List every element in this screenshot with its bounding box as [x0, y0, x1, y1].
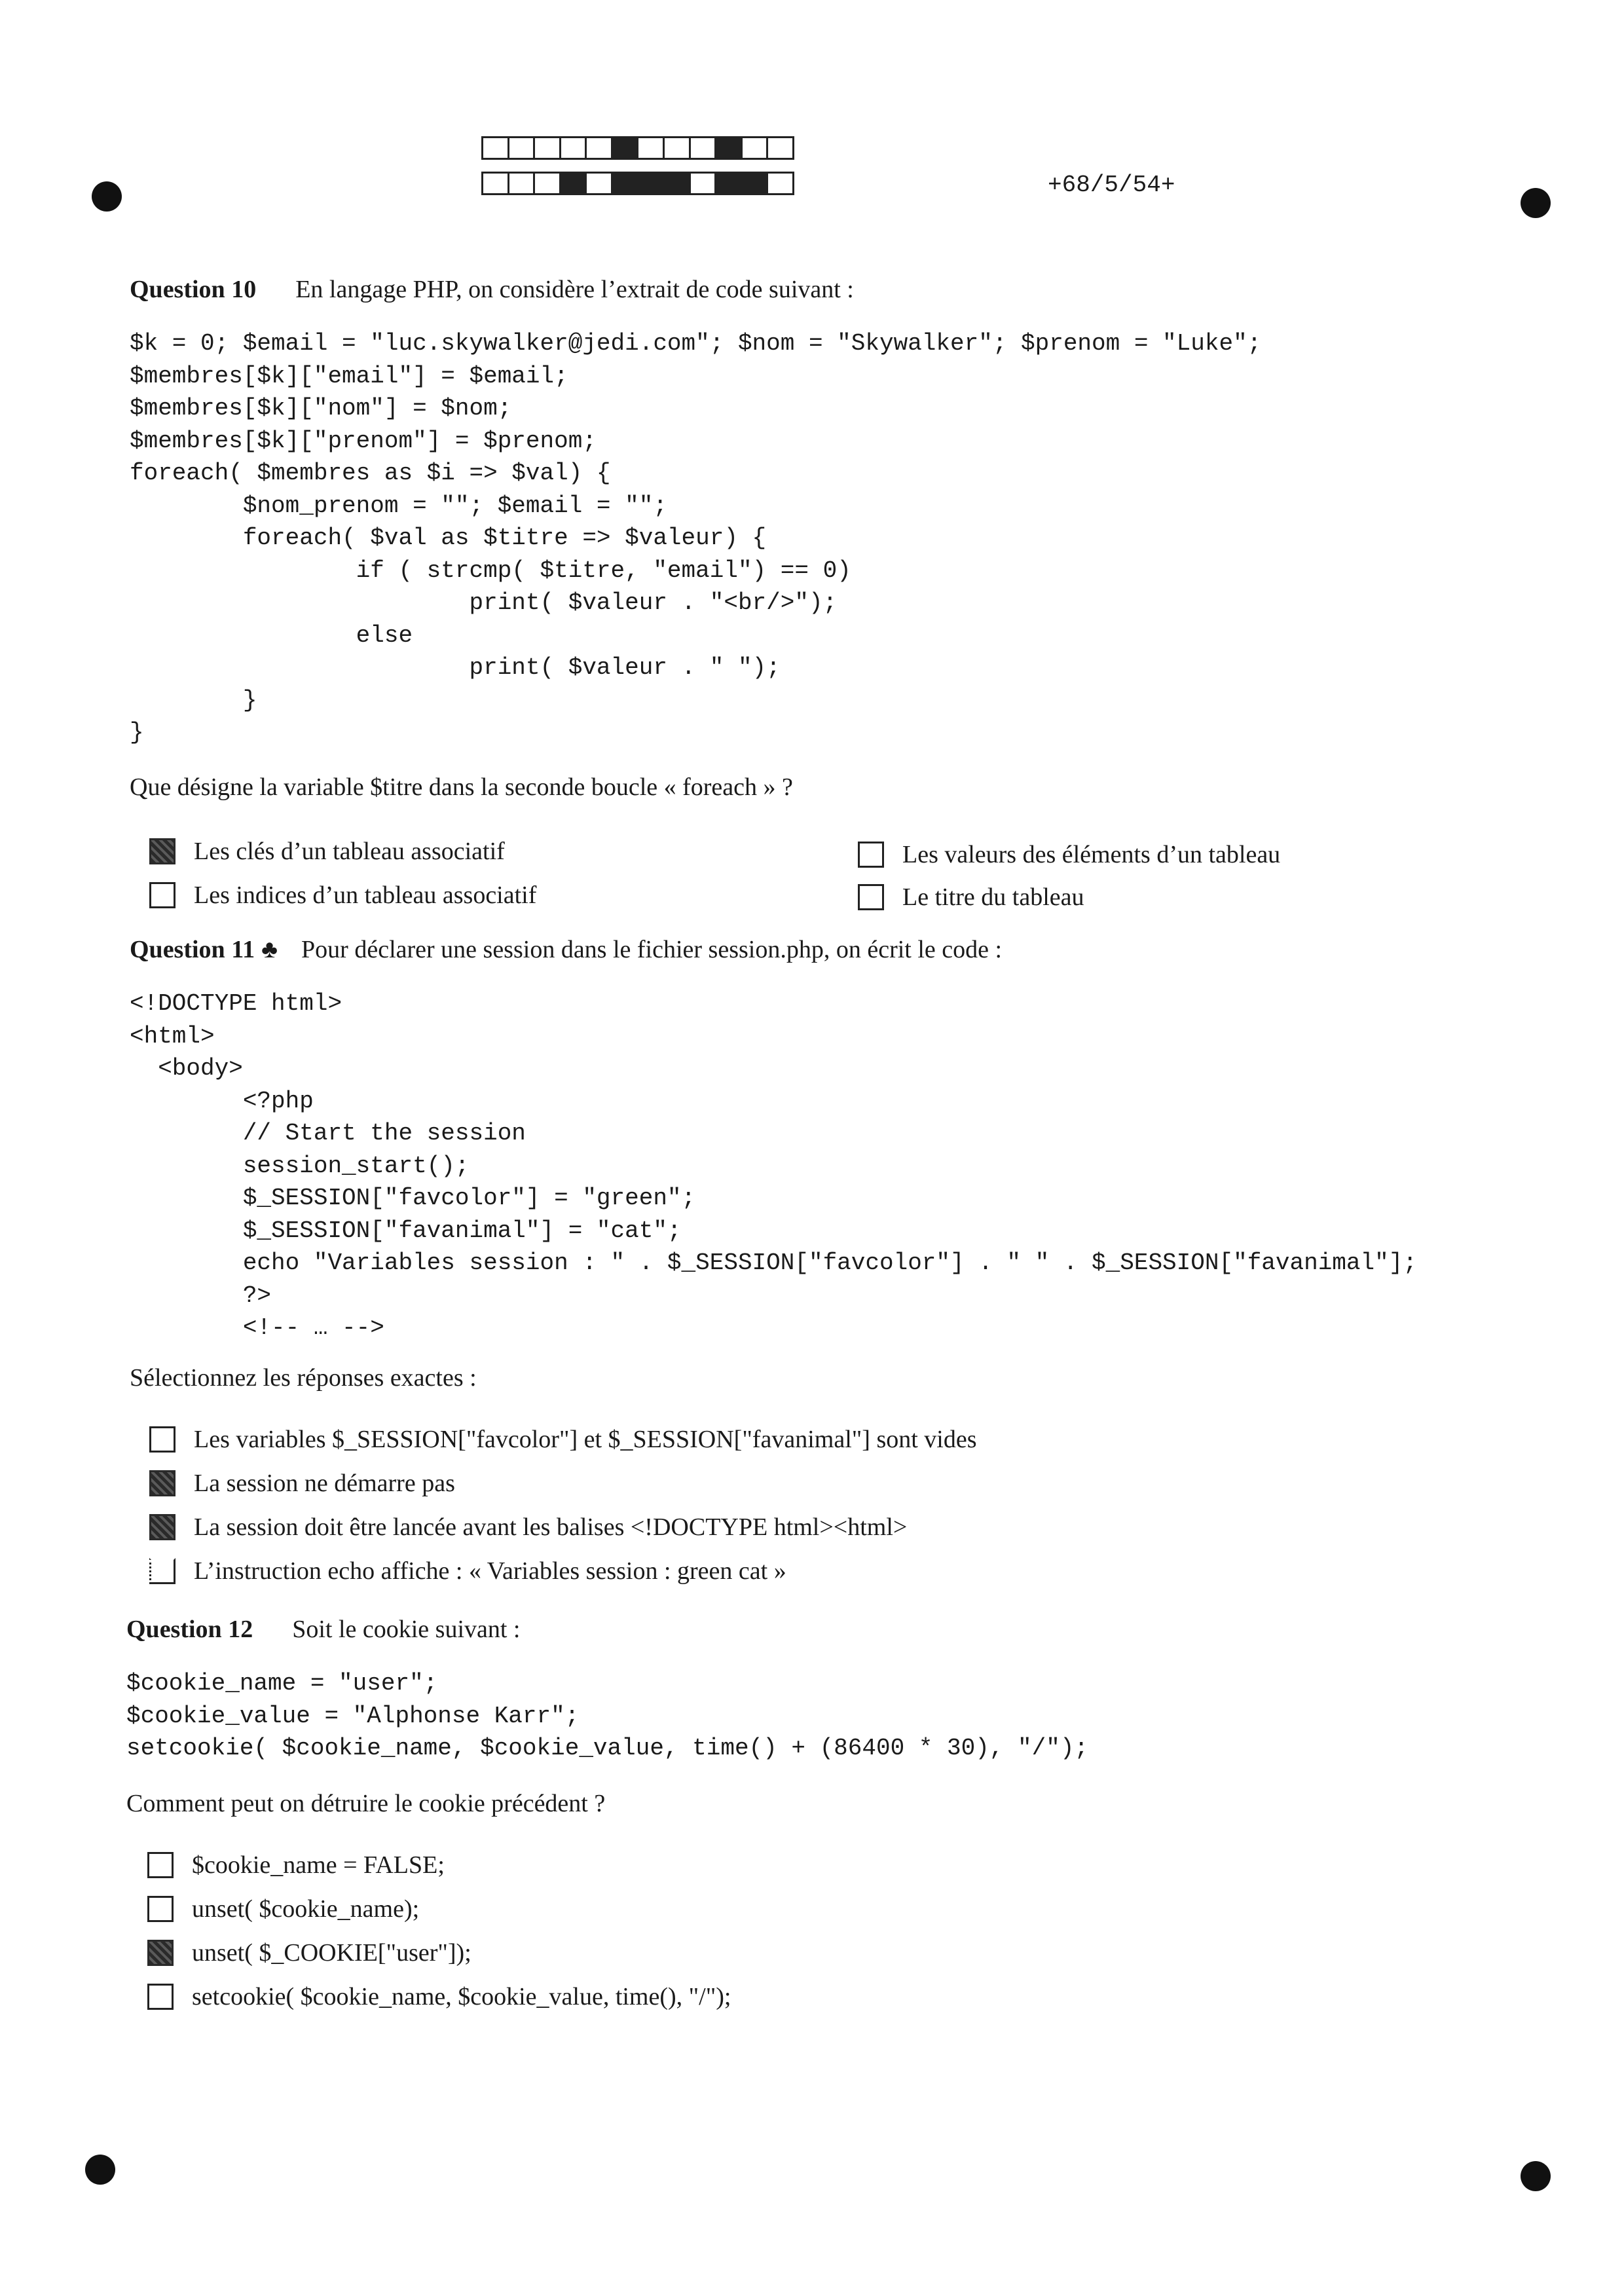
barcode-cell	[507, 136, 536, 160]
answer-option[interactable]	[147, 1933, 471, 1972]
answer-option[interactable]	[149, 1551, 786, 1591]
checkbox[interactable]	[147, 1984, 174, 2010]
checkbox[interactable]	[858, 884, 884, 910]
barcode-cell	[585, 136, 613, 160]
answer-label: setcookie( $cookie_name, $cookie_value, time(), "/");	[192, 1983, 731, 2010]
barcode-cell	[637, 172, 665, 195]
barcode-cell	[689, 136, 717, 160]
answer-label: unset( $_COOKIE["user"]);	[192, 1939, 471, 1967]
question-number: Question 12	[126, 1616, 253, 1643]
barcode-cell	[741, 172, 769, 195]
answer-label: Le titre du tableau	[902, 883, 1084, 911]
answer-option[interactable]	[147, 1889, 419, 1929]
barcode-cell	[611, 172, 639, 195]
checkbox[interactable]	[858, 842, 884, 868]
barcode-bottom	[481, 172, 792, 195]
checkbox[interactable]	[149, 1426, 175, 1453]
answer-label: L’instruction echo affiche : « Variables session : green cat »	[194, 1557, 786, 1585]
barcode-cell	[507, 172, 536, 195]
registration-dot-top-right	[1521, 188, 1551, 218]
answer-option[interactable]	[149, 832, 505, 871]
answer-label: La session doit être lancée avant les balises <!DOCTYPE html><html>	[194, 1513, 908, 1541]
barcode-cell	[766, 136, 794, 160]
barcode-cell	[611, 136, 639, 160]
checkbox[interactable]	[147, 1852, 174, 1878]
checkbox[interactable]	[149, 882, 175, 908]
page-id: +68/5/54+	[1048, 172, 1175, 198]
question-12-prompt: Comment peut on détruire le cookie précédent ?	[126, 1790, 606, 1817]
checkbox[interactable]	[149, 838, 175, 864]
question-number: Question 10	[130, 276, 257, 303]
barcode-cell	[481, 172, 509, 195]
question-12-code: $cookie_name = "user"; $cookie_value = "Alphonse Karr"; setcookie( $cookie_name, $cookie_value, time() + (86400 * 30), "/");	[126, 1670, 1089, 1762]
barcode-top	[481, 136, 792, 160]
question-intro: Soit le cookie suivant :	[292, 1616, 521, 1643]
answer-label: Les valeurs des éléments d’un tableau	[902, 841, 1281, 868]
answer-option[interactable]	[149, 1420, 977, 1459]
barcode-cell	[559, 172, 587, 195]
checkbox[interactable]	[149, 1514, 175, 1540]
barcode-cell	[533, 172, 561, 195]
barcode-cell	[714, 172, 743, 195]
question-10-heading	[130, 275, 854, 304]
answer-option[interactable]	[149, 1464, 455, 1503]
question-11-code: <!DOCTYPE html> <html> <body> <?php // Start the session session_start(); $_SESSION["favcolor"] = "green"; $_SESSION["favanimal"] = "cat"; echo "Variables session : " . $_SESSION["favcolor"] . " " . $_SESSION["favanimal"]; ?> <!-- … -->	[130, 990, 1417, 1341]
barcode-cell	[714, 136, 743, 160]
answer-option[interactable]	[147, 1845, 445, 1885]
question-10-prompt: Que désigne la variable $titre dans la seconde boucle « foreach » ?	[130, 773, 793, 801]
registration-dot-bottom-right	[1521, 2161, 1551, 2191]
question-intro: En langage PHP, on considère l’extrait de code suivant :	[295, 276, 854, 303]
checkbox[interactable]	[149, 1558, 175, 1584]
question-12-heading	[126, 1615, 521, 1644]
barcode-cell	[559, 136, 587, 160]
barcode-cell	[663, 136, 691, 160]
question-intro: Pour déclarer une session dans le fichier session.php, on écrit le code :	[301, 936, 1003, 963]
answer-label: Les indices d’un tableau associatif	[194, 881, 537, 909]
answer-label: $cookie_name = FALSE;	[192, 1851, 445, 1879]
answer-option[interactable]	[149, 876, 536, 915]
question-number: Question 11	[130, 936, 255, 963]
answer-option[interactable]	[147, 1977, 731, 2016]
answer-label: unset( $cookie_name);	[192, 1895, 420, 1923]
question-11-prompt: Sélectionnez les réponses exactes :	[130, 1364, 477, 1392]
question-11-heading	[130, 935, 1002, 964]
answer-label: La session ne démarre pas	[194, 1470, 455, 1497]
barcode-cell	[766, 172, 794, 195]
barcode-cell	[585, 172, 613, 195]
answer-option[interactable]	[149, 1508, 907, 1547]
club-marker: ♣	[261, 936, 278, 963]
checkbox[interactable]	[149, 1470, 175, 1496]
barcode-cell	[481, 136, 509, 160]
answer-label: Les clés d’un tableau associatif	[194, 838, 505, 865]
barcode-cell	[689, 172, 717, 195]
barcode-cell	[741, 136, 769, 160]
checkbox[interactable]	[147, 1896, 174, 1922]
answer-option[interactable]	[858, 835, 1280, 874]
checkbox[interactable]	[147, 1940, 174, 1966]
barcode-cell	[637, 136, 665, 160]
registration-dot-top-left	[92, 181, 122, 212]
question-10-code: $k = 0; $email = "luc.skywalker@jedi.com"; $nom = "Skywalker"; $prenom = "Luke"; $membres[$k]["email"] = $email; $membres[$k]["nom"] = $nom; $membres[$k]["prenom"] = $prenom; foreach( $membres as $i => $val) { $nom_prenom = ""; $email = ""; foreach( $val as $titre => $valeur) { if ( strcmp( $titre, "email") == 0) print( $valeur . "<br/>"); else print( $valeur . " "); } }	[130, 330, 1262, 746]
barcode-cell	[663, 172, 691, 195]
registration-dot-bottom-left	[85, 2155, 115, 2185]
answer-label: Les variables $_SESSION["favcolor"] et $_SESSION["favanimal"] sont vides	[194, 1426, 977, 1453]
barcode-cell	[533, 136, 561, 160]
answer-option[interactable]	[858, 878, 1084, 917]
